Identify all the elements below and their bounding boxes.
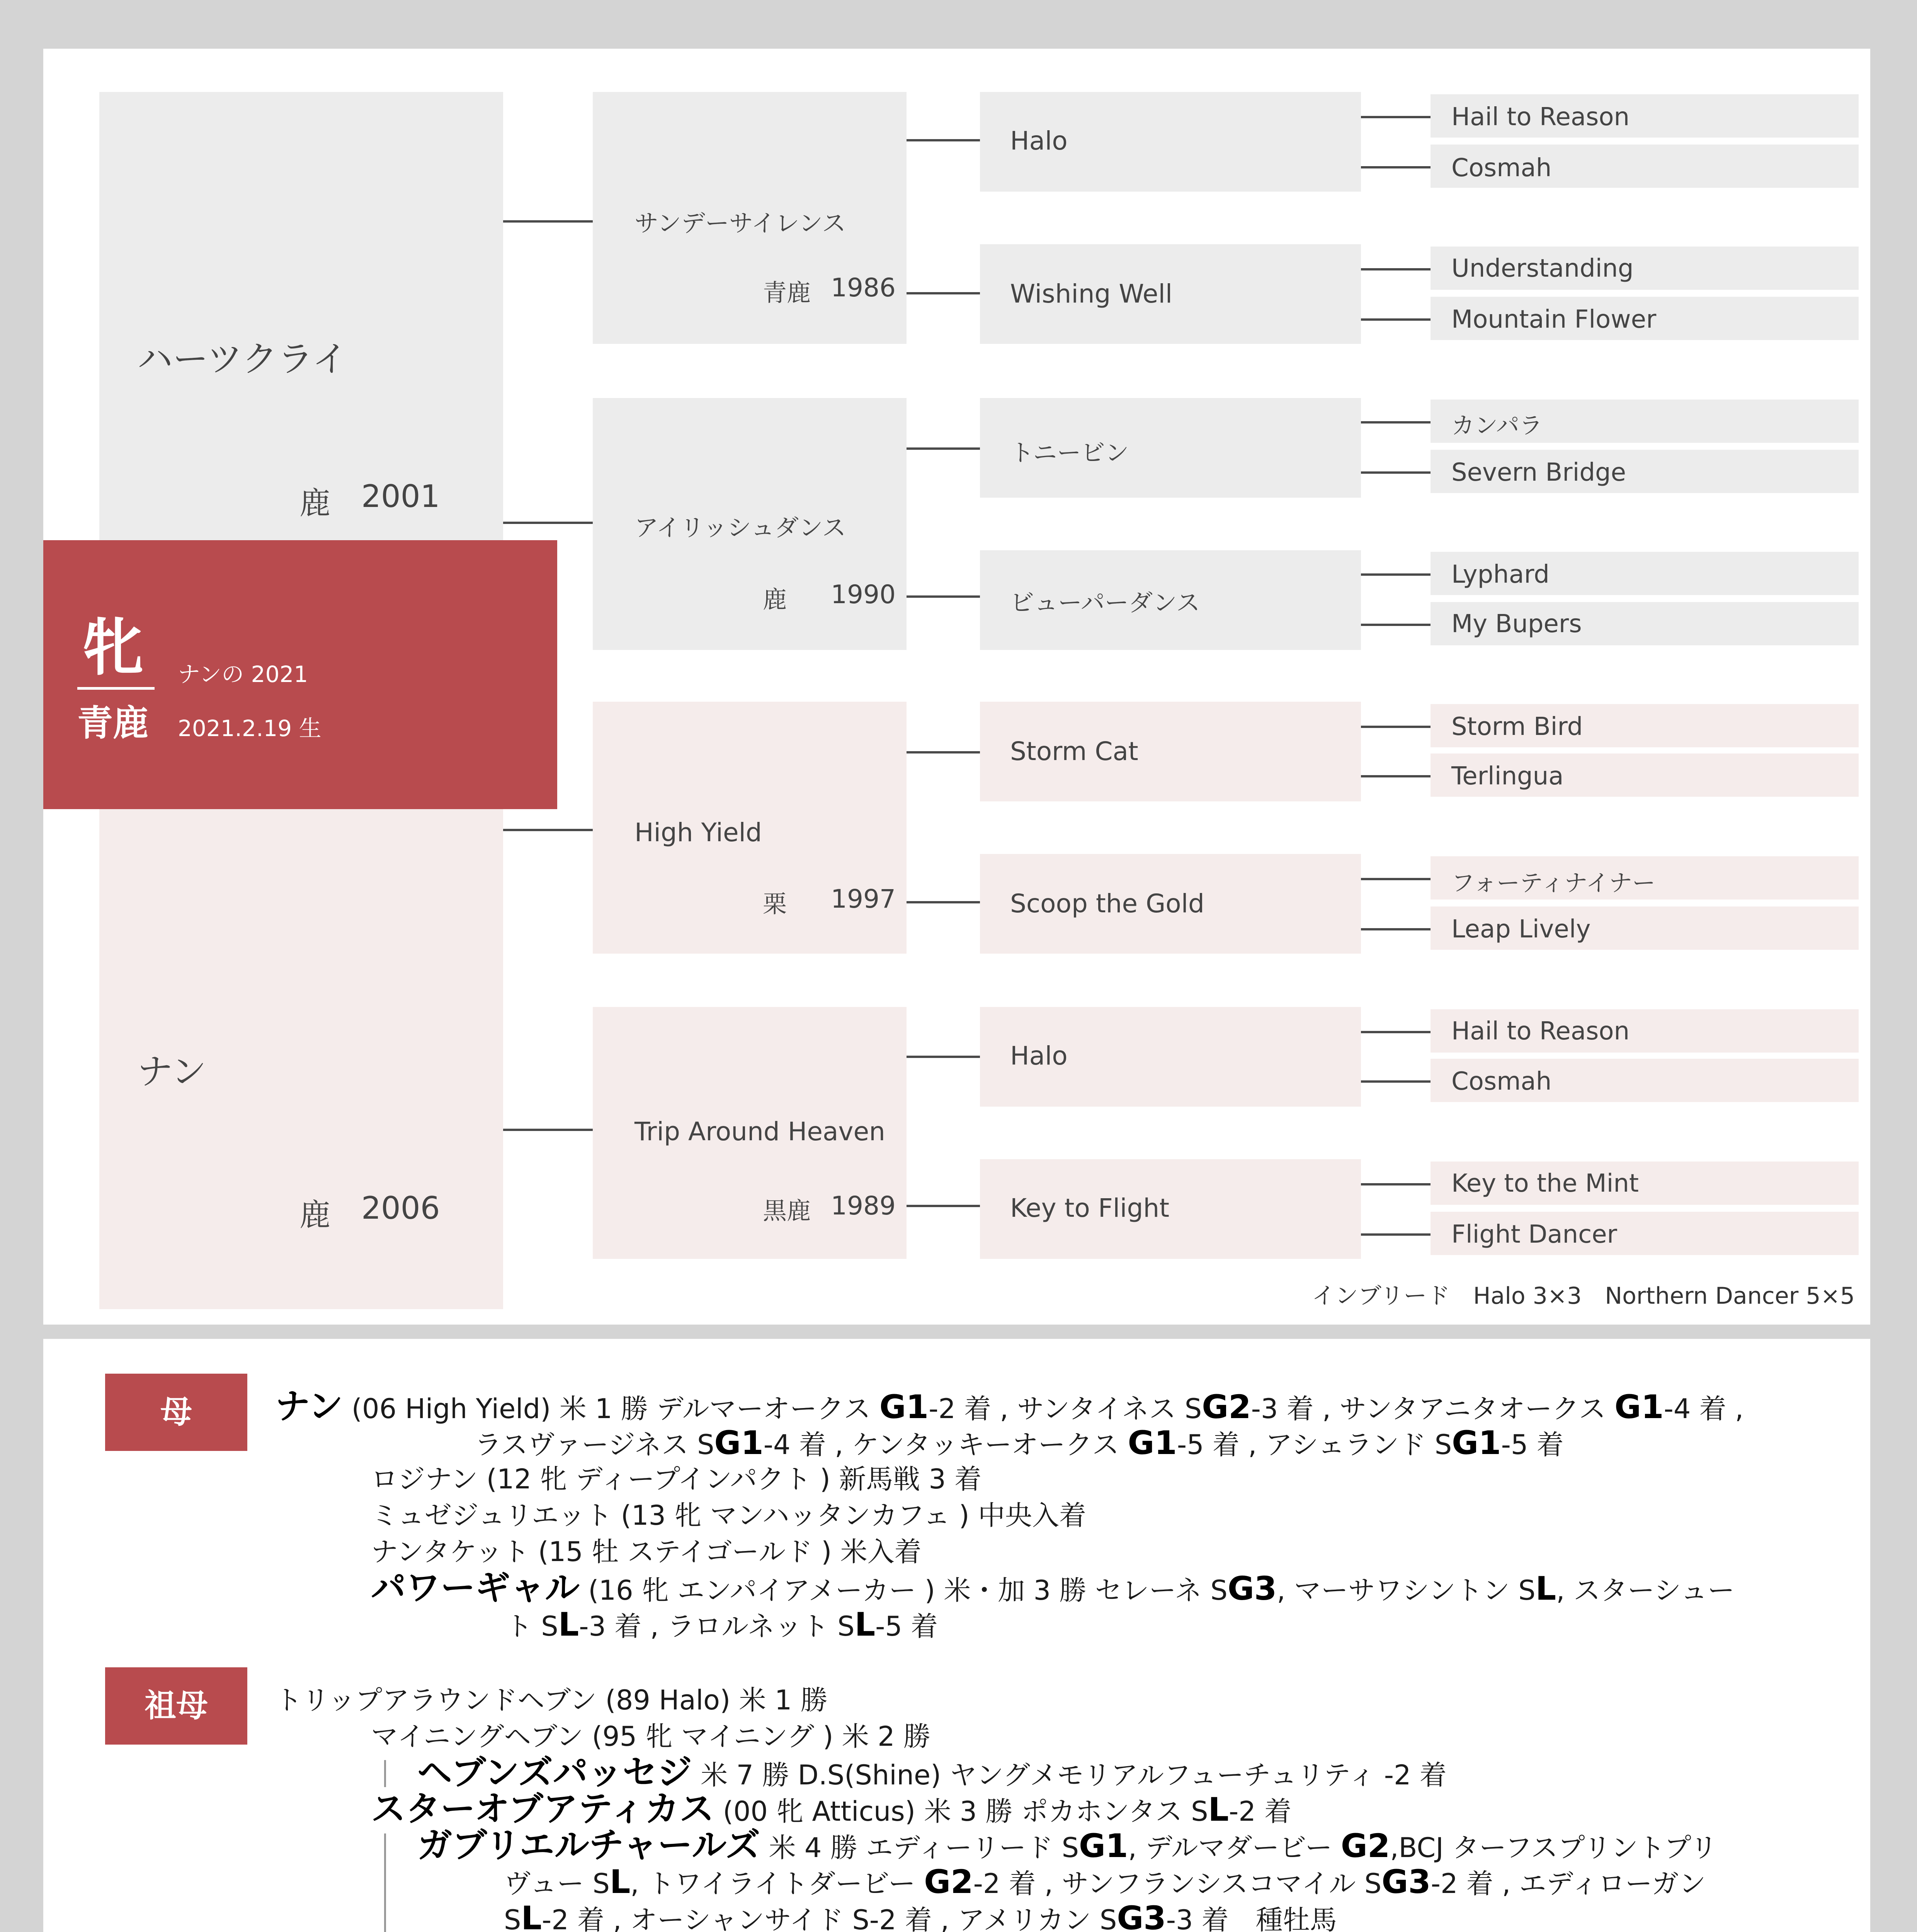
gen4-name: Flight Dancer (1451, 1220, 1617, 1249)
gen2-color: 青鹿 (763, 279, 811, 307)
gen2-box (593, 92, 907, 344)
gen3-box (980, 244, 1361, 344)
connector (907, 447, 980, 450)
horse-name: ヘブンズパッセジ (417, 1752, 692, 1793)
gen4-name: Understanding (1451, 254, 1634, 283)
gen2-color: 鹿 (763, 585, 787, 614)
sire-year: 2001 (361, 478, 440, 514)
connector (1361, 268, 1431, 270)
gen3-name: Key to Flight (1010, 1193, 1170, 1223)
gen3-box (980, 92, 1361, 192)
gen3-box (980, 854, 1361, 954)
subject-sex: 牝 (82, 612, 144, 684)
gen3-name: Wishing Well (1010, 279, 1173, 309)
connector (1361, 1031, 1431, 1033)
gen4-name: Mountain Flower (1451, 305, 1657, 334)
gen4-name: My Bupers (1451, 610, 1582, 638)
connector (503, 522, 593, 524)
connector (1361, 1233, 1431, 1236)
lineage-bar (384, 1833, 386, 1932)
connector (1361, 166, 1431, 168)
gen3-box (980, 550, 1361, 650)
gen4-box (1431, 704, 1859, 747)
granddam-line-4: スターオブアティカス (00 牝 Atticus) 米 3 勝 ポカホンタス SL-2 着 (371, 1789, 1292, 1829)
gen4-box (1431, 450, 1859, 493)
subject-color: 青鹿 (77, 702, 149, 744)
subject-birth: 2021.2.19 生 (178, 715, 321, 742)
connector (907, 901, 980, 903)
dam-line-5: ナンタケット (15 牡 ステイゴールド ) 米入着 (371, 1536, 922, 1568)
dam-name: ナン (137, 1051, 207, 1092)
dam-line-1: ナン (06 High Yield) 米 1 勝 デルマーオークス G1-2 着 , サンタイネス SG2-3 着 , サンタアニタオークス G1-4 着 , (275, 1386, 1744, 1427)
horse-name: ナン (275, 1386, 343, 1427)
gen4-name: Hail to Reason (1451, 1017, 1630, 1046)
gen4-box (1431, 145, 1859, 188)
dam-line-2: ラスヴァージネス SG1-4 着 , ケンタッキーオークス G1-5 着 , アシェランド SG1-5 着 (475, 1424, 1564, 1462)
gen4-box (1431, 552, 1859, 595)
gen3-box (980, 398, 1361, 498)
connector (1361, 471, 1431, 474)
horse-name: ガブリエルチャールズ (417, 1825, 760, 1866)
connector (907, 292, 980, 294)
connector (1361, 1080, 1431, 1083)
gen3-name: Scoop the Gold (1010, 889, 1204, 918)
connector (1361, 775, 1431, 777)
gen4-box (1431, 856, 1859, 900)
gen4-name: Key to the Mint (1451, 1169, 1639, 1198)
sire-color: 鹿 (299, 485, 330, 521)
connector (907, 751, 980, 753)
granddam-line-5: ガブリエルチャールズ 米 4 勝 エディーリード SG1, デルマダービー G2,BCJ ターフスプリントプリ (417, 1825, 1718, 1866)
connector (1361, 726, 1431, 728)
gen2-year: 1986 (831, 273, 896, 303)
gen2-year: 1990 (831, 580, 896, 609)
gen2-name: Trip Around Heaven (634, 1117, 885, 1146)
connector (1361, 1183, 1431, 1185)
gen4-name: Hail to Reason (1451, 103, 1630, 131)
gen3-box (980, 1159, 1361, 1259)
gen2-box (593, 1007, 907, 1259)
dam-line-7: ト SL-3 着 , ラロルネット SL-5 着 (505, 1605, 938, 1643)
subject-box (43, 540, 557, 809)
inbreed-note: インブリード Halo 3×3 Northern Dancer 5×5 (1311, 1282, 1855, 1310)
connector (907, 1056, 980, 1058)
gen4-name: Severn Bridge (1451, 458, 1626, 487)
dam-line-4: ミュゼジュリエット (13 牝 マンハッタンカフェ ) 中央入着 (371, 1500, 1086, 1531)
connector (1361, 421, 1431, 423)
family-panel (43, 1339, 1870, 1932)
connector (1361, 878, 1431, 880)
dam-year: 2006 (361, 1190, 440, 1226)
connector (1361, 928, 1431, 930)
gen4-box (1431, 602, 1859, 645)
granddam-line-2: マイニングヘブン (95 牝 マイニング ) 米 2 勝 (371, 1721, 930, 1752)
gen4-name: Lyphard (1451, 560, 1550, 589)
gen2-name: サンデーサイレンス (634, 209, 846, 237)
gen4-box (1431, 247, 1859, 290)
gen2-name: アイリッシュダンス (634, 514, 846, 542)
connector (503, 1129, 593, 1131)
connector (1361, 116, 1431, 118)
lineage-bar (384, 1760, 386, 1787)
granddam-line-6: ヴュー SL, トワイライトダービー G2-2 着 , サンフランシスコマイル SG3-2 着 , エディローガン (504, 1863, 1706, 1901)
sire-box (99, 92, 503, 591)
gen2-color: 栗 (763, 890, 787, 918)
subject-divider (77, 687, 155, 690)
gen2-year: 1997 (831, 884, 896, 914)
connector (1361, 318, 1431, 321)
connector (907, 139, 980, 141)
horse-name: パワーギャル (371, 1568, 580, 1608)
granddam-line-1: トリップアラウンドヘブン (89 Halo) 米 1 勝 (275, 1684, 828, 1716)
gen3-box (980, 1007, 1361, 1107)
gen4-box (1431, 753, 1859, 797)
connector (907, 595, 980, 598)
gen3-name: Halo (1010, 126, 1068, 156)
connector (1361, 624, 1431, 626)
gen3-name: Halo (1010, 1041, 1068, 1071)
granddam-line-7: SL-2 着 , オーシャンサイド S-2 着 , アメリカン SG3-3 着 種牡馬 (504, 1899, 1337, 1932)
gen4-box (1431, 1162, 1859, 1205)
sire-name: ハーツクライ (137, 338, 348, 380)
gen2-box (593, 702, 907, 954)
granddam-line-3: ヘブンズパッセジ 米 7 勝 D.S(Shine) ヤングメモリアルフューチュリティ -2 着 (417, 1752, 1447, 1793)
subject-name: ナンの 2021 (178, 661, 308, 687)
connector (503, 220, 593, 223)
gen4-name: フォーティナイナー (1451, 870, 1655, 897)
dam-color: 鹿 (299, 1197, 330, 1233)
connector (503, 829, 593, 831)
horse-name: スターオブアティカス (371, 1789, 714, 1829)
gen2-name: High Yield (634, 818, 762, 847)
gen4-box (1431, 400, 1859, 443)
dam-label: 母 (105, 1374, 247, 1451)
gen4-box (1431, 1059, 1859, 1102)
gen2-box (593, 398, 907, 650)
gen4-name: カンパラ (1451, 412, 1543, 439)
gen4-name: Terlingua (1451, 762, 1564, 791)
gen4-name: Cosmah (1451, 154, 1552, 182)
gen4-name: Leap Lively (1451, 915, 1591, 944)
gen3-name: Storm Cat (1010, 736, 1138, 766)
gen2-color: 黒鹿 (763, 1197, 811, 1225)
gen4-name: Storm Bird (1451, 713, 1583, 741)
gen4-box (1431, 906, 1859, 950)
gen4-box (1431, 297, 1859, 340)
connector (907, 1205, 980, 1207)
granddam-label: 祖母 (105, 1667, 247, 1745)
gen4-box (1431, 1009, 1859, 1053)
gen3-name: トニービン (1010, 439, 1129, 467)
gen4-box (1431, 94, 1859, 138)
dam-line-3: ロジナン (12 牝 ディープインパクト ) 新馬戦 3 着 (371, 1463, 982, 1495)
gen4-box (1431, 1212, 1859, 1255)
connector (1361, 573, 1431, 576)
gen3-name: ビューパーダンス (1010, 588, 1200, 617)
pedigree-panel (43, 49, 1870, 1325)
gen2-year: 1989 (831, 1191, 896, 1221)
gen3-box (980, 702, 1361, 801)
gen4-name: Cosmah (1451, 1067, 1552, 1096)
dam-line-6: パワーギャル (16 牝 エンパイアメーカー ) 米・加 3 勝 セレーネ SG3, マーサワシントン SL, スターシュー (371, 1568, 1735, 1608)
